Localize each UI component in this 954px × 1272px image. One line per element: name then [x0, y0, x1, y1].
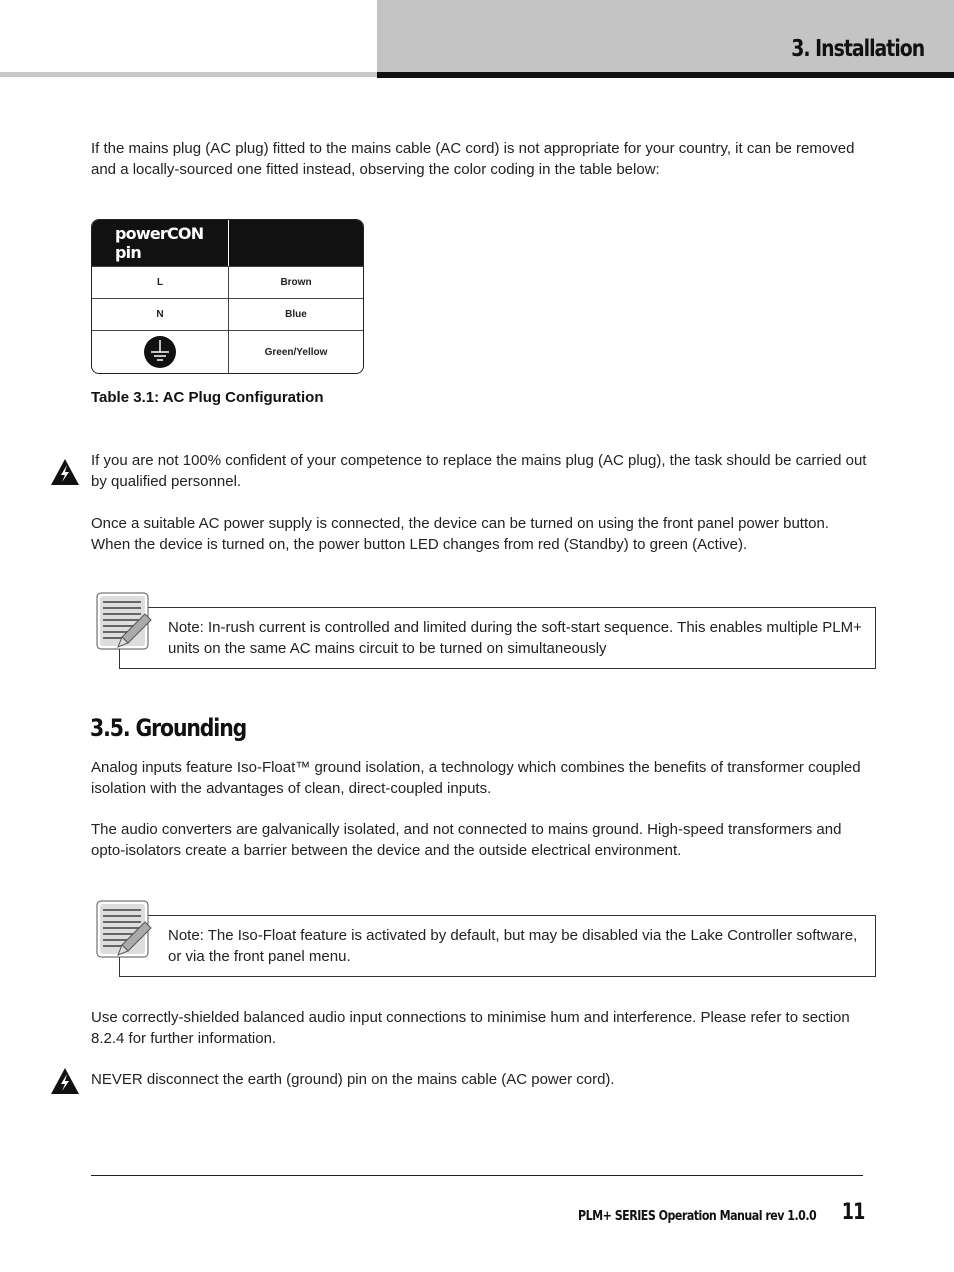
note-text: Note: In-rush current is controlled and limited during the soft-start sequence. This enables multiple PLM+ units on the same AC mains circuit to be turned on simultaneously: [168, 619, 862, 657]
note-pencil-icon: [96, 900, 152, 958]
ground-icon: [143, 335, 177, 369]
page-number: 11: [842, 1200, 865, 1225]
table-cell-color: Blue: [285, 309, 307, 320]
grounding-paragraph-2: The audio converters are galvanically isolated, and not connected to mains ground. High-speed transformers and opto-isolators create a barrier between the device and the outside electrical environment.: [91, 821, 842, 859]
table-header: [92, 220, 363, 266]
note-box: [119, 607, 876, 669]
footer-manual-title: PLM+ SERIES Operation Manual rev 1.0.0: [577, 1209, 816, 1224]
power-paragraph: Once a suitable AC power supply is connected, the device can be turned on using the front panel power button. When the device is turned on, the power button LED changes from red (Standby) to green (Active).: [91, 515, 829, 553]
note-pencil-icon: [96, 592, 152, 650]
note-text: Note: The Iso-Float feature is activated by default, but may be disabled via the Lake Controller software, or via the front panel menu.: [168, 927, 858, 965]
note-box: [119, 915, 876, 977]
warning-paragraph: If you are not 100% confident of your competence to replace the mains plug (AC plug), the task should be carried out by qualified personnel.: [91, 452, 867, 490]
table-cell-pin: L: [92, 267, 229, 298]
warning-icon: [50, 1067, 80, 1095]
footer-rule: [91, 1175, 863, 1176]
table-row: [92, 330, 363, 373]
header-left-rule: [0, 72, 377, 77]
table-row: [92, 298, 363, 330]
header-bar: [377, 72, 954, 78]
section-title: 3.5. Grounding: [90, 714, 247, 742]
warning-icon: [50, 458, 80, 486]
table-caption: Table 3.1: AC Plug Configuration: [91, 389, 324, 406]
chapter-title: 3. Installation: [790, 36, 924, 62]
table-header-pin: powerCON pin: [92, 220, 229, 266]
intro-paragraph: If the mains plug (AC plug) fitted to the mains cable (AC cord) is not appropriate for your country, it can be removed and a locally-sourced one fitted instead, observing the color coding in the table below:: [91, 140, 855, 178]
ac-plug-table: [91, 219, 364, 374]
warning-paragraph: NEVER disconnect the earth (ground) pin on the mains cable (AC power cord).: [91, 1071, 615, 1088]
table-cell-pin: [92, 331, 229, 373]
table-cell-pin: N: [92, 299, 229, 330]
table-row: [92, 266, 363, 298]
grounding-paragraph-1: Analog inputs feature Iso-Float™ ground isolation, a technology which combines the benefits of transformer coupled isolation with the advantages of clean, direct-coupled inputs.: [91, 759, 861, 797]
table-cell-color: Green/Yellow: [264, 346, 328, 358]
table-cell-color: Brown: [280, 277, 312, 288]
grounding-paragraph-3: Use correctly-shielded balanced audio input connections to minimise hum and interference. Please refer to section 8.2.4 for further information.: [91, 1009, 850, 1047]
